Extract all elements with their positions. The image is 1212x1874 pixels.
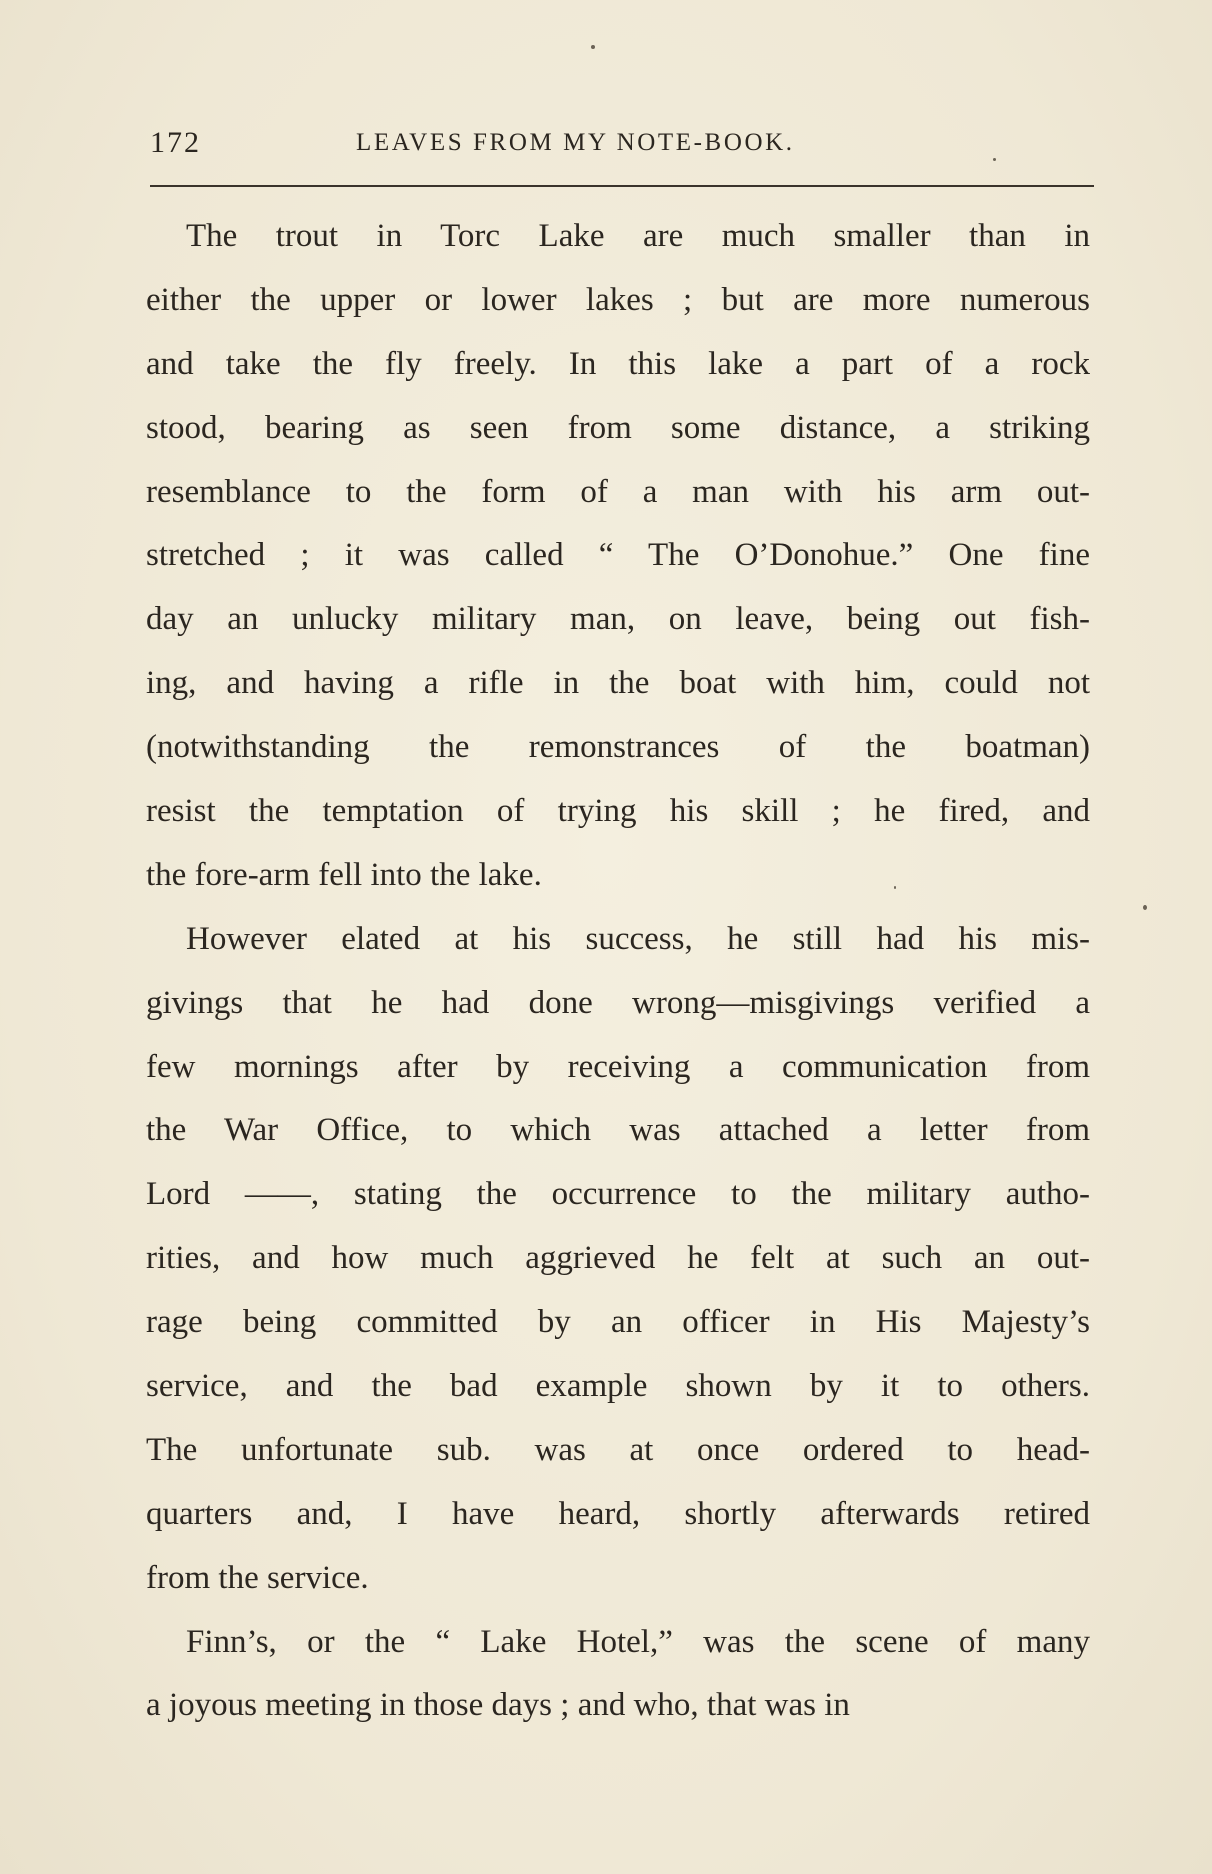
text-line: few mornings after by receiving a communication from xyxy=(146,1048,1090,1085)
paper-speck xyxy=(591,45,595,49)
text-line: stretched ; it was called “ The O’Donohue.” One fine xyxy=(146,537,1090,574)
paper-speck xyxy=(1143,905,1147,910)
text-line: rage being committed by an officer in His Majesty’s xyxy=(146,1304,1090,1341)
text-line: ing, and having a rifle in the boat with him, could not xyxy=(146,665,1090,702)
text-line: givings that he had done wrong—misgivings verified a xyxy=(146,984,1090,1021)
text-line: However elated at his success, he still had his mis- xyxy=(186,920,1090,957)
header-rule xyxy=(150,185,1094,187)
running-title: LEAVES FROM MY NOTE-BOOK. xyxy=(356,129,795,156)
text-line: the fore-arm fell into the lake. xyxy=(146,856,542,893)
paper-speck xyxy=(993,158,996,161)
text-line: from the service. xyxy=(146,1559,369,1596)
text-line: (notwithstanding the remonstrances of the boatman) xyxy=(146,729,1090,766)
text-line: either the upper or lower lakes ; but are more numerous xyxy=(146,281,1090,318)
text-line: a joyous meeting in those days ; and who, that was in xyxy=(146,1687,850,1724)
text-line: The unfortunate sub. was at once ordered to head- xyxy=(146,1431,1090,1468)
text-line: quarters and, I have heard, shortly afterwards retired xyxy=(146,1495,1090,1532)
text-line: resemblance to the form of a man with his arm out- xyxy=(146,473,1090,510)
paragraph xyxy=(146,908,1090,1611)
body-text xyxy=(146,205,1090,1738)
text-line: day an unlucky military man, on leave, being out fish- xyxy=(146,601,1090,638)
text-line: resist the temptation of trying his skill ; he fired, and xyxy=(146,793,1090,830)
running-head xyxy=(146,126,1094,162)
text-line: stood, bearing as seen from some distance, a striking xyxy=(146,409,1090,446)
paragraph xyxy=(146,1611,1090,1739)
text-line: The trout in Torc Lake are much smaller than in xyxy=(186,218,1090,254)
text-line: service, and the bad example shown by it to others. xyxy=(146,1368,1090,1405)
text-line: rities, and how much aggrieved he felt at such an out- xyxy=(146,1240,1090,1277)
paper-speck xyxy=(894,886,896,889)
text-line: Lord ——, stating the occurrence to the military autho- xyxy=(146,1176,1090,1213)
paragraph xyxy=(146,205,1090,908)
text-line: the War Office, to which was attached a letter from xyxy=(146,1112,1090,1149)
text-line: Finn’s, or the “ Lake Hotel,” was the scene of many xyxy=(186,1623,1090,1660)
page-number: 172 xyxy=(150,126,201,159)
text-line: and take the fly freely. In this lake a part of a rock xyxy=(146,345,1090,382)
